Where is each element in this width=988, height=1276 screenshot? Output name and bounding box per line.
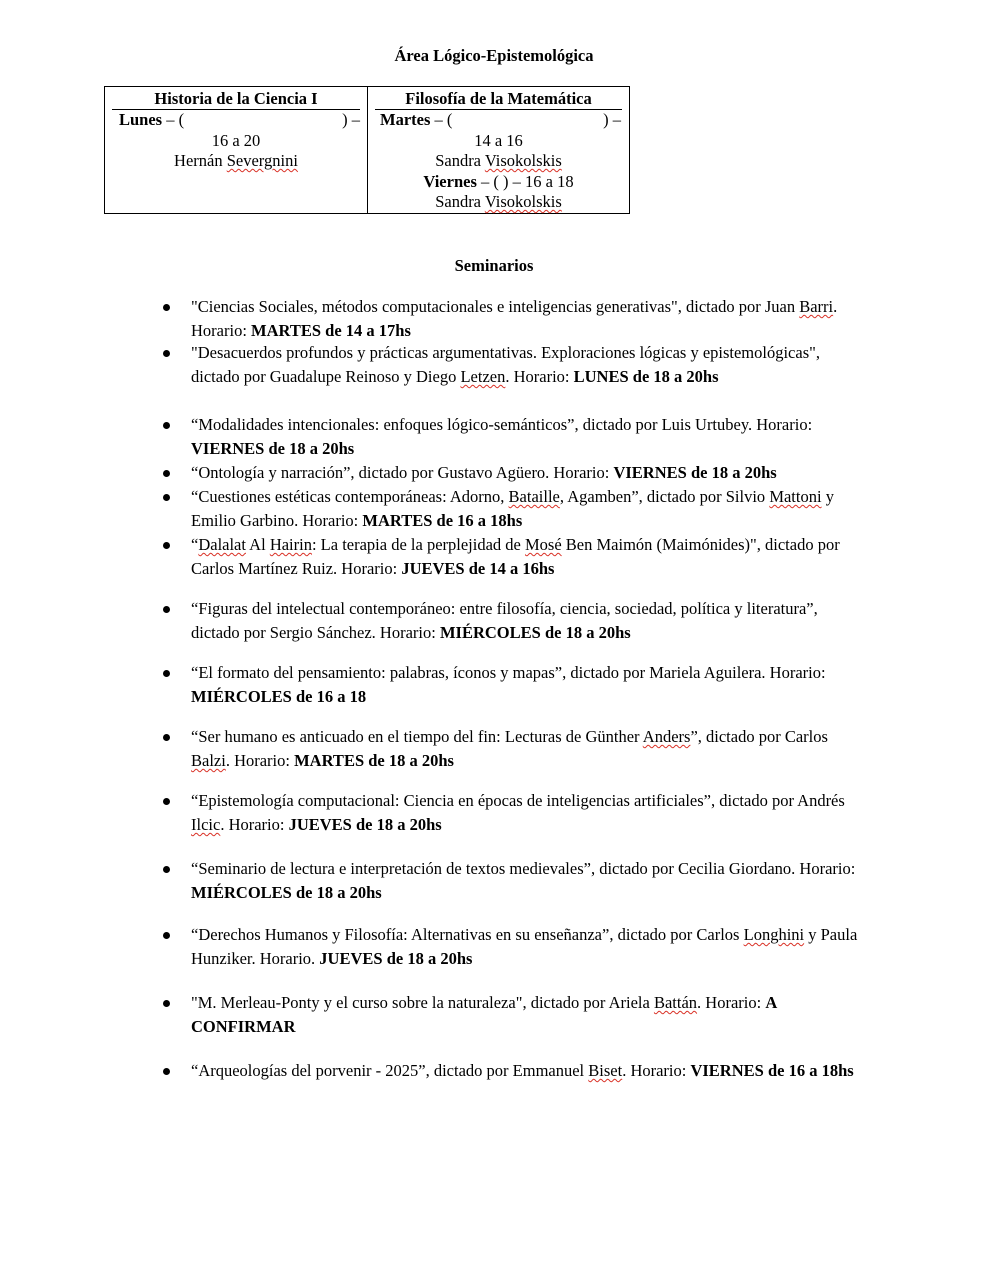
course-header: Filosofía de la Matemática — [375, 89, 622, 110]
seminar-item: “Cuestiones estéticas contemporáneas: Adorno, Bataille, Agamben”, dictado por Silvio Mattoni y Emilio Garbino. Horario: MARTES de 16 a 18hs — [191, 485, 861, 533]
bullet-icon — [163, 798, 170, 805]
schedule-time: LUNES de 18 a 20hs — [573, 367, 719, 386]
schedule-time: MARTES de 14 a 17hs — [251, 321, 411, 340]
day-label: Viernes — [423, 171, 477, 191]
schedule-time: MIÉRCOLES de 18 a 20hs — [191, 883, 382, 902]
schedule-time: MARTES de 16 a 18hs — [362, 511, 523, 530]
bullet-icon — [163, 734, 170, 741]
paren-close: ) – — [342, 110, 360, 129]
schedule-time: VIERNES de 16 a 18hs — [690, 1061, 854, 1080]
course-historia-ciencia — [105, 87, 368, 213]
time-range: 16 a 20 — [211, 130, 261, 150]
bullet-icon — [163, 422, 170, 429]
bullet-icon — [163, 1068, 170, 1075]
seminar-item: “Ser humano es anticuado en el tiempo del fin: Lecturas de Günther Anders”, dictado por Carlos Balzi. Horario: MARTES de 18 a 20hs — [191, 725, 861, 773]
bullet-icon — [163, 670, 170, 677]
course-header: Historia de la Ciencia I — [112, 89, 360, 110]
schedule-time: MIÉRCOLES de 18 a 20hs — [439, 623, 631, 642]
schedule-line — [368, 110, 629, 131]
teacher-name: Sandra Visokolskis — [435, 192, 562, 211]
course-table — [104, 86, 630, 214]
day-label: Lunes — [119, 110, 163, 129]
bullet-icon — [163, 494, 170, 501]
seminar-item: “Ontología y narración”, dictado por Gustavo Agüero. Horario: VIERNES de 18 a 20hs — [191, 461, 861, 485]
day-label: Martes — [380, 110, 431, 129]
schedule-time: MARTES de 18 a 20hs — [294, 751, 454, 770]
bullet-icon — [163, 1000, 170, 1007]
bullet-icon — [163, 932, 170, 939]
seminar-item: "Desacuerdos profundos y prácticas argumentativas. Exploraciones lógicas y epistemológicas", dictado por Guadalupe Reinoso y Diego Letzen. Horario: LUNES de 18 a 20hs — [191, 341, 861, 389]
bullet-icon — [163, 606, 170, 613]
schedule-time: A CONFIRMAR — [191, 993, 777, 1036]
paren-close: ) – — [603, 110, 621, 129]
schedule-time: JUEVES de 14 a 16hs — [401, 559, 555, 578]
seminar-item: “Epistemología computacional: Ciencia en épocas de inteligencias artificiales”, dictado por Andrés Ilcic. Horario: JUEVES de 18 a 20hs — [191, 789, 861, 837]
bullet-icon — [163, 470, 170, 477]
bullet-icon — [163, 350, 170, 357]
seminar-item: “Derechos Humanos y Filosofía: Alternativas en su enseñanza”, dictado por Carlos Longhini y Paula Hunziker. Horario. JUEVES de 18 a 20hs — [191, 923, 861, 971]
seminar-item: "Ciencias Sociales, métodos computacionales e inteligencias generativas", dictado por Juan Barri. Horario: MARTES de 14 a 17hs — [191, 295, 861, 343]
schedule-time: VIERNES de 18 a 20hs — [613, 463, 777, 482]
schedule-time: VIERNES de 18 a 20hs — [191, 439, 355, 458]
schedule-time: JUEVES de 18 a 20hs — [288, 815, 442, 834]
seminar-item: “Modalidades intencionales: enfoques lógico-semánticos”, dictado por Luis Urtubey. Horario: VIERNES de 18 a 20hs — [191, 413, 861, 461]
schedule-time: JUEVES de 18 a 20hs — [319, 949, 473, 968]
schedule-line-2: Viernes – ( ) – 16 a 18 — [423, 171, 574, 191]
schedule-time: MIÉRCOLES de 16 a 18 — [191, 687, 367, 706]
seminar-item: “Figuras del intelectual contemporáneo: entre filosofía, ciencia, sociedad, política y literatura”, dictado por Sergio Sánchez. Horario: MIÉRCOLES de 18 a 20hs — [191, 597, 861, 645]
bullet-icon — [163, 304, 170, 311]
seminar-item: “El formato del pensamiento: palabras, íconos y mapas”, dictado por Mariela Aguilera. Horario: MIÉRCOLES de 16 a 18 — [191, 661, 861, 709]
schedule-line — [105, 110, 367, 131]
paren-open: – ( — [162, 110, 185, 129]
bullet-icon — [163, 866, 170, 873]
seminar-item: “Dalalat Al Hairin: La terapia de la perplejidad de Mosé Ben Maimón (Maimónides)", dictado por Carlos Martínez Ruiz. Horario: JUEVES de 14 a 16hs — [191, 533, 861, 581]
seminars-title: Seminarios — [454, 256, 534, 275]
paren-open: – ( — [430, 110, 453, 129]
seminar-item: “Arqueologías del porvenir - 2025”, dictado por Emmanuel Biset. Horario: VIERNES de 16 a 18hs — [191, 1059, 861, 1083]
teacher-name: Sandra Visokolskis — [435, 151, 562, 170]
bullet-icon — [163, 542, 170, 549]
teacher-name: Hernán Severgnini — [174, 151, 298, 170]
page-title: Área Lógico-Epistemológica — [394, 46, 594, 65]
seminar-item: "M. Merleau-Ponty y el curso sobre la naturaleza", dictado por Ariela Battán. Horario: A CONFIRMAR — [191, 991, 861, 1039]
course-filosofia-matematica — [368, 87, 629, 213]
time-range: 14 a 16 — [474, 130, 523, 150]
seminar-item: “Seminario de lectura e interpretación de textos medievales”, dictado por Cecilia Giordano. Horario: MIÉRCOLES de 18 a 20hs — [191, 857, 861, 905]
